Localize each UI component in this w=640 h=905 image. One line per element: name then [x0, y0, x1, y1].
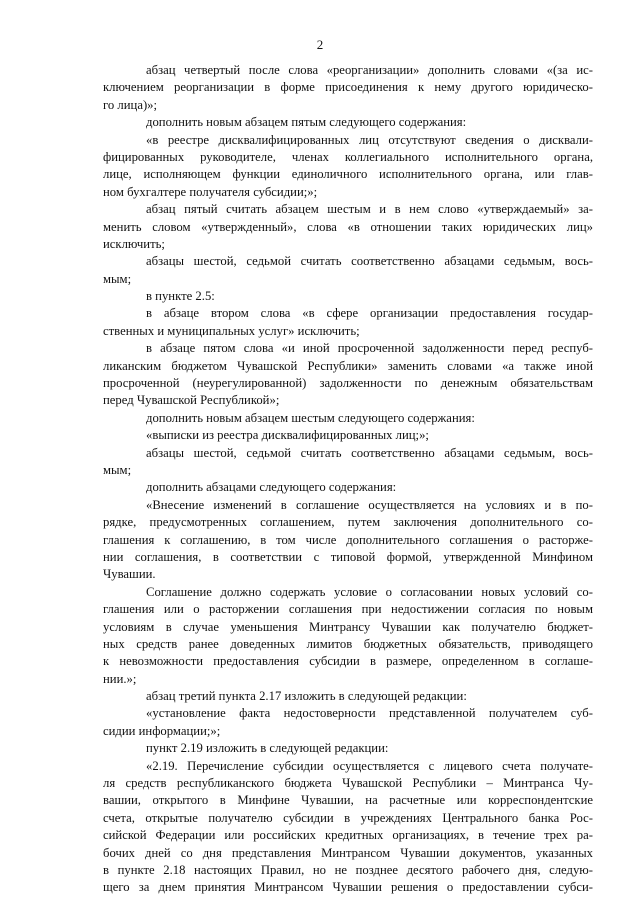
- text-line: исключить;: [103, 236, 165, 251]
- text-line: в абзаце втором слова «в сфере организации предоставления государ-: [146, 306, 593, 321]
- text-line: мым;: [103, 271, 132, 286]
- text-line: менить словом «утвержденный», слова «в отношении таких юридических лиц»: [103, 219, 593, 234]
- text-line: бочих дней со дня представления Минтрансом Чувашии документов, указанных: [103, 845, 593, 860]
- text-line: «выписки из реестра дисквалифицированных лиц;»;: [146, 428, 429, 443]
- text-line: абзацы шестой, седьмой считать соответственно абзацами седьмым, вось-: [146, 254, 593, 269]
- text-line: абзацы шестой, седьмой считать соответственно абзацами седьмым, вось-: [146, 445, 593, 460]
- text-line: мым;: [103, 462, 132, 477]
- text-line: нии соглашения, в соответствии с типовой формой, утвержденной Минфином: [103, 549, 593, 564]
- text-line: глашения или о расторжении соглашения при недостижении согласия по новым: [103, 602, 593, 617]
- text-line: счета, открытые получателю субсидии в учреждениях Центрального банка Рос-: [103, 810, 593, 825]
- text-line: фицированных руководителе, членах коллегиального исполнительного органа,: [103, 149, 593, 164]
- text-line: в пункте 2.18 настоящих Правил, но не позднее десятого рабочего дня, следую-: [103, 862, 593, 877]
- text-line: глашения к соглашению, в том числе дополнительного соглашения о расторже-: [103, 532, 593, 547]
- text-line: Чувашии.: [103, 567, 156, 582]
- text-line: нии.»;: [103, 671, 137, 686]
- text-line: абзац третий пункта 2.17 изложить в следующей редакции:: [146, 689, 467, 704]
- text-line: дополнить новым абзацем шестым следующего содержания:: [146, 410, 475, 425]
- text-line: «в реестре дисквалифицированных лиц отсутствуют сведения о дисквали-: [146, 132, 593, 147]
- document-body: [103, 62, 593, 897]
- text-line: рядке, предусмотренных соглашением, путем заключения дополнительного со-: [103, 515, 593, 530]
- text-line: сийской Федерации или российских кредитных организациях, в течение трех ра-: [103, 828, 593, 843]
- text-line: ликанским бюджетом Чувашской Республики» заменить словами «а также иной: [103, 358, 593, 373]
- text-line: ных средств ранее доведенных лимитов бюджетных обязательств, приводящего: [103, 636, 593, 651]
- text-line: «2.19. Перечисление субсидии осуществляется с лицевого счета получате-: [146, 758, 593, 773]
- text-line: «Внесение изменений в соглашение осуществляется на условиях и в по-: [146, 497, 593, 512]
- text-line: ственных и муниципальных услуг» исключить;: [103, 323, 360, 338]
- text-line: дополнить абзацами следующего содержания:: [146, 480, 397, 495]
- text-line: к невозможности предоставления субсидии в размере, определенном в соглаше-: [103, 654, 593, 669]
- text-line: перед Чувашской Республикой»;: [103, 393, 280, 408]
- text-line: просроченной (неурегулированной) задолженности по денежным обязательствам: [103, 376, 593, 391]
- text-line: вашии, открытого в Минфине Чувашии, на расчетные или корреспондентские: [103, 793, 593, 808]
- text-line: дополнить новым абзацем пятым следующего содержания:: [146, 115, 467, 130]
- text-line: ля средств республиканского бюджета Чувашской Республики – Минтранса Чу-: [103, 776, 593, 791]
- text-line: в абзаце пятом слова «и иной просроченной задолженности перед респуб-: [146, 341, 593, 356]
- text-line: пункт 2.19 изложить в следующей редакции:: [146, 741, 389, 756]
- text-line: ном бухгалтере получателя субсидии;»;: [103, 184, 318, 199]
- text-line: абзац пятый считать абзацем шестым и в нем слово «утверждаемый» за-: [146, 202, 593, 217]
- text-line: «установление факта недостоверности представленной получателем суб-: [146, 706, 593, 721]
- text-line: лице, исполняющем функции единоличного исполнительного органа, или глав-: [103, 167, 593, 182]
- page-number: 2: [316, 37, 324, 52]
- text-line: Соглашение должно содержать условие о согласовании новых условий со-: [146, 584, 593, 599]
- text-line: в пункте 2.5:: [146, 289, 215, 304]
- text-line: сидии информации;»;: [103, 723, 221, 738]
- text-line: щего за днем принятия Минтрансом Чувашии решения о предоставлении субси-: [103, 880, 593, 895]
- text-line: го лица)»;: [103, 97, 158, 112]
- text-line: абзац четвертый после слова «реорганизации» дополнить словами «(за ис-: [146, 63, 593, 77]
- text-line: ключением реорганизации в форме присоединения к нему другого юридическо-: [103, 80, 593, 95]
- text-line: условиям в случае уменьшения Минтрансу Чувашии как получателю бюджет-: [103, 619, 593, 634]
